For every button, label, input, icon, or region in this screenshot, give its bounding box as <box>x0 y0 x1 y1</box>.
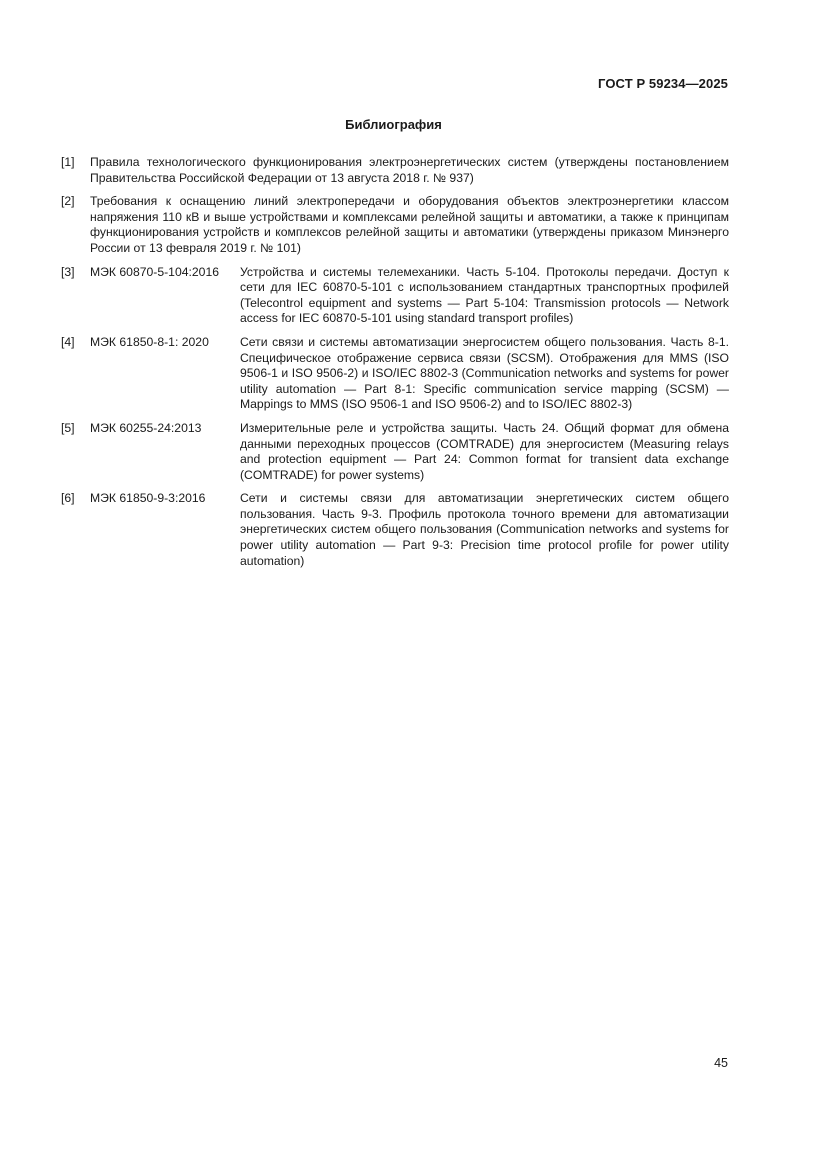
entry-number: [1] <box>61 155 75 169</box>
entry-description: Сети связи и системы автоматизации энергосистем общего пользования. Часть 8-1. Специфическое отображение сервиса связи (SCSM). Отображения для MMS (ISO 9506-1 и ISO 9506-2) и ISO/IEC 8802-3 (Communication networks and systems for power utility automation — Part 8-1: Specific communication service mapping (SCSM) — Mappings to MMS (ISO 9506-1 and ISO 9506-2) and to ISO/IEC 8802-3) <box>240 334 729 412</box>
bibliography-entry <box>61 421 729 483</box>
entry-number: [3] <box>61 264 75 279</box>
entry-standard: МЭК 60870-5-104:2016 <box>90 264 220 279</box>
bibliography-entry <box>61 491 729 569</box>
entry-number: [6] <box>61 491 75 506</box>
bibliography-entry <box>61 155 729 186</box>
entry-number: [5] <box>61 420 75 435</box>
entry-standard: МЭК 61850-8-1: 2020 <box>90 334 209 349</box>
entry-description: Измерительные реле и устройства защиты. Часть 24. Общий формат для обмена данными переходных процессов (COMTRADE) для энергосистем (Measuring relays and protection equipment — Part 24: Common format for transient data exchange (COMTRADE) for power systems) <box>240 420 729 482</box>
bibliography-entry <box>61 265 729 327</box>
bibliography-entry <box>61 335 729 413</box>
entry-number: [2] <box>61 194 75 209</box>
entry-standard: МЭК 60255-24:2013 <box>90 420 202 435</box>
entry-standard: МЭК 61850-9-3:2016 <box>90 491 206 506</box>
bibliography-list <box>61 155 729 577</box>
bibliography-title: Библиография <box>345 117 442 132</box>
entry-text: Правила технологического функционирования электроэнергетических систем (утверждены постановлением Правительства Российской Федерации от 13 августа 2018 г. № 937) <box>90 155 729 185</box>
entry-number: [4] <box>61 334 75 349</box>
entry-description: Сети и системы связи для автоматизации энергетических систем общего пользования. Часть 9-3. Профиль протокола точного времени для автоматизации энергетических систем общего пользования (Communication networks and systems for power utility automation — Part 9-3: Precision time protocol profile for power utility automation) <box>240 491 729 568</box>
page-number: 45 <box>714 1056 728 1070</box>
document-code: ГОСТ Р 59234—2025 <box>598 76 728 91</box>
entry-description: Устройства и системы телемеханики. Часть 5-104. Протоколы передачи. Доступ к сети для IEC 60870-5-101 с использованием стандартных транспортных профилей (Telecontrol equipment and systems — Part 5-104: Transmission protocols — Network access for IEC 60870-5-101 using standard transport profiles) <box>240 264 729 326</box>
bibliography-entry <box>61 194 729 256</box>
entry-text: Требования к оснащению линий электропередачи и оборудования объектов электроэнергетики классом напряжения 110 кВ и выше устройствами и комплексами релейной защиты и автоматики, а также к принципам функционирования устройств и комплексов релейной защиты и автоматики (утверждены приказом Минэнерго России от 13 февраля 2019 г. № 101) <box>90 194 729 255</box>
